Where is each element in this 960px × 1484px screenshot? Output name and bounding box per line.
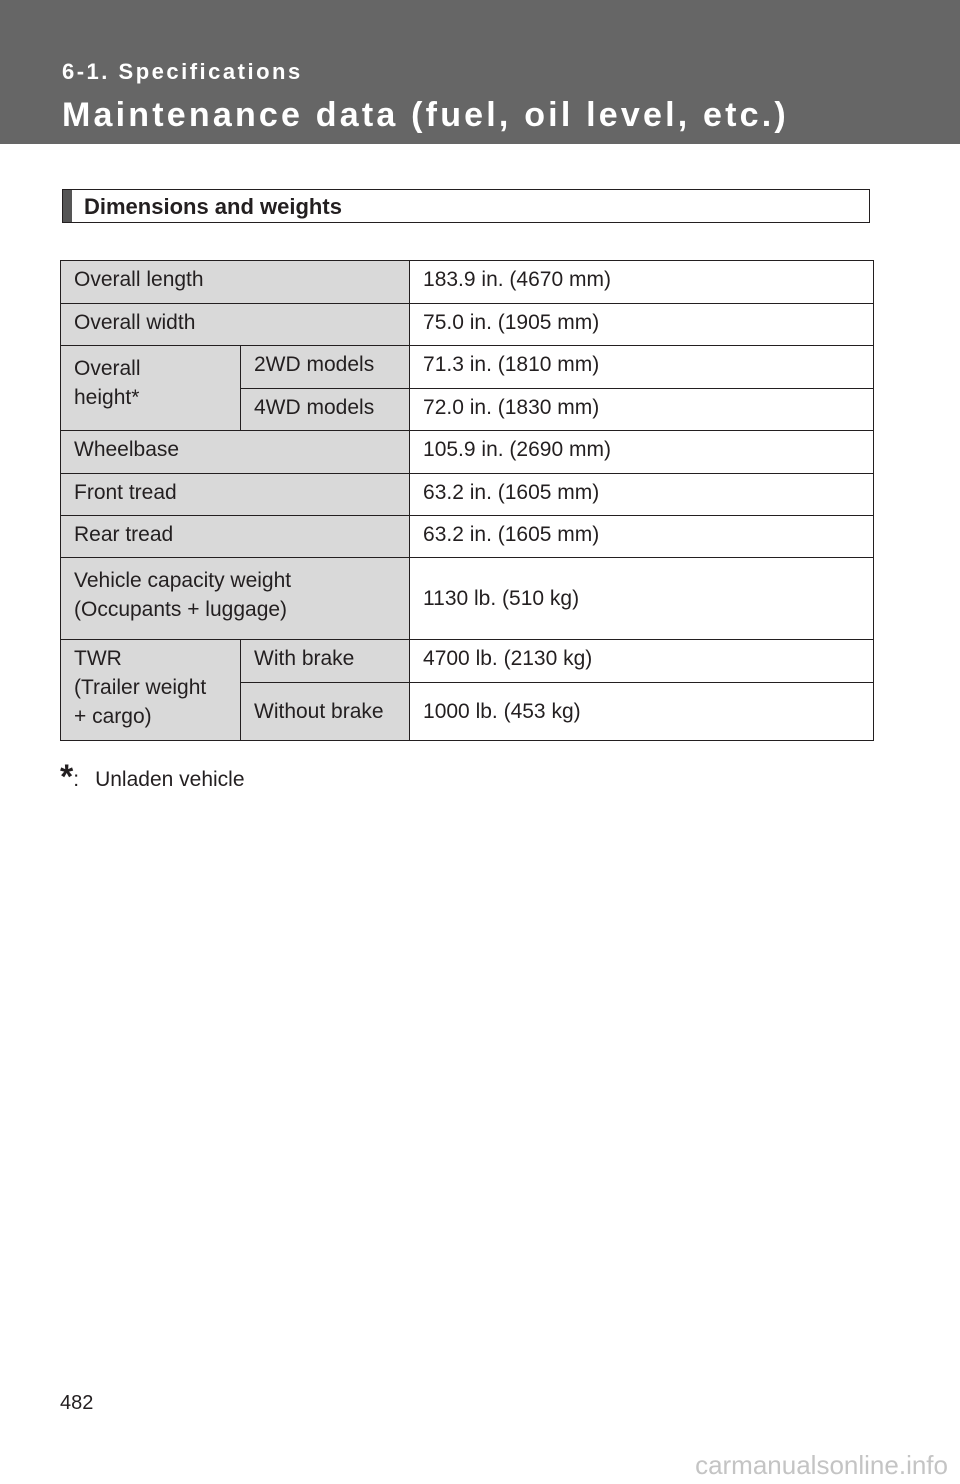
footnote-marker: * (60, 758, 74, 796)
sublabel-text: Without brake (254, 700, 384, 723)
row-label: Rear tread (61, 516, 410, 558)
row-label: Front tread (61, 474, 410, 516)
row-value: 183.9 in. (4670 mm) (410, 261, 874, 304)
row-value: 4700 lb. (2130 kg) (410, 640, 874, 683)
row-value: 1130 lb. (510 kg) (410, 558, 874, 640)
table-row (61, 261, 874, 304)
row-value: 63.2 in. (1605 mm) (410, 516, 874, 558)
row-value: 71.3 in. (1810 mm) (410, 346, 874, 389)
row-value: 1000 lb. (453 kg) (410, 683, 874, 741)
table-row (61, 474, 874, 516)
table-row (61, 640, 874, 683)
table-row (61, 346, 874, 389)
subheading-box (62, 189, 870, 223)
footnote (60, 760, 245, 800)
footnote-separator: : (73, 768, 80, 791)
row-sublabel: 4WD models (241, 389, 410, 431)
header-band (0, 0, 960, 144)
row-label: Overall width (61, 304, 410, 346)
footnote-text: Unladen vehicle (95, 768, 245, 791)
label-line: + cargo) (74, 705, 152, 728)
table-row (61, 304, 874, 346)
row-value: 105.9 in. (2690 mm) (410, 431, 874, 474)
row-label: Overall length (61, 261, 410, 304)
label-line: Overall (74, 357, 141, 380)
label-line: height* (74, 386, 140, 409)
row-sublabel (241, 683, 410, 741)
table-row (61, 558, 874, 640)
row-label-capacity (61, 558, 410, 640)
row-sublabel: 2WD models (241, 346, 410, 389)
row-value: 75.0 in. (1905 mm) (410, 304, 874, 346)
section-number: 6-1. Specifications (62, 59, 303, 84)
label-line: (Trailer weight (74, 676, 207, 699)
watermark: carmanualsonline.info (695, 1450, 948, 1480)
label-line: (Occupants + luggage) (74, 598, 288, 621)
row-label: Wheelbase (61, 431, 410, 474)
row-label-overall-height (61, 346, 241, 431)
table-row (61, 431, 874, 474)
subheading-accent-bar (63, 190, 72, 222)
row-value: 63.2 in. (1605 mm) (410, 474, 874, 516)
label-line: TWR (74, 647, 122, 670)
row-value: 72.0 in. (1830 mm) (410, 389, 874, 431)
page-title: Maintenance data (fuel, oil level, etc.) (62, 96, 789, 134)
subheading-text: Dimensions and weights (84, 194, 342, 219)
row-label-twr (61, 640, 241, 741)
table-row (61, 516, 874, 558)
dimensions-table (60, 260, 874, 741)
row-sublabel: With brake (241, 640, 410, 683)
label-line: Vehicle capacity weight (74, 569, 292, 592)
page-number: 482 (60, 1392, 94, 1414)
